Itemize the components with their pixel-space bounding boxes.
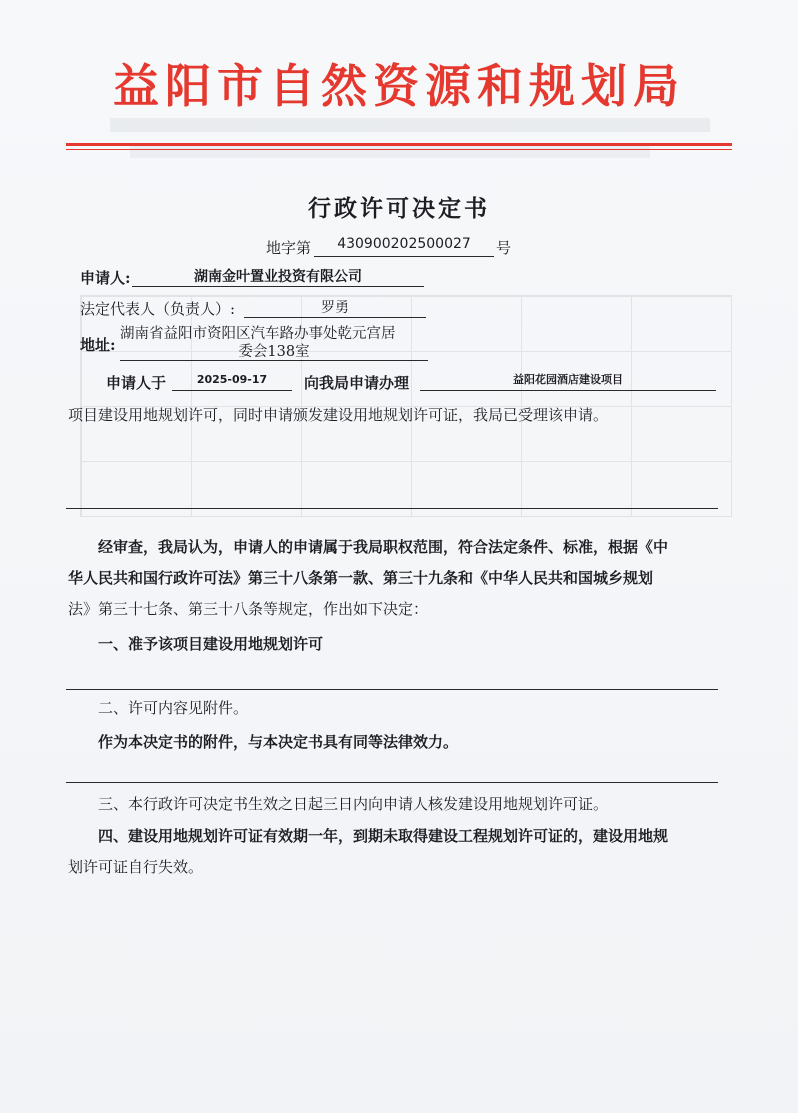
bleed-through-text [110,118,710,132]
blank-rule [66,782,718,783]
issuing-authority-title: 益阳市自然资源和规划局 [113,59,685,113]
decision-3: 三、本行政许可决定书生效之日起三日内向申请人核发建设用地规划许可证。 [98,795,609,813]
review-line-2: 华人民共和国行政许可法》第三十八条第一款、第三十九条和《中华人民共和国城乡规划 [68,569,654,587]
address-line-2: 委会138室 [120,340,428,361]
blank-rule [66,689,718,690]
address-line-1: 湖南省益阳市资阳区汽车路办事处乾元宫居 [120,326,396,342]
project-name: 益阳花园酒店建设项目 [420,370,716,391]
legal-rep-name: 罗勇 [244,297,426,318]
review-line-3: 法》第三十七条、第三十八条等规定，作出如下决定： [68,600,429,618]
applicant-label: 申请人: [80,269,131,287]
legal-rep-label: 法定代表人（负责人）: [80,300,236,318]
application-middle: 向我局申请办理 [304,374,410,392]
application-continuation: 项目建设用地规划许可，同时申请颁发建设用地规划许可证，我局已受理该申请。 [68,406,609,424]
decision-4-line-2: 划许可证自行失效。 [68,858,204,876]
red-header-rule [66,143,732,146]
bleed-through-text [130,146,650,158]
red-header-rule-thin [66,149,732,150]
review-line-1: 经审查，我局认为，申请人的申请属于我局职权范围，符合法定条件、标准，根据《中 [98,538,669,556]
doc-number-suffix: 号 [496,239,512,257]
doc-number-prefix: 地字第 [266,239,312,257]
decision-1: 一、准予该项目建设用地规划许可 [98,635,324,653]
decision-2-note: 作为本决定书的附件，与本决定书具有同等法律效力。 [98,733,459,751]
address-label: 地址: [80,336,116,354]
decision-2: 二、许可内容见附件。 [98,699,249,717]
application-lead: 申请人于 [106,374,167,392]
doc-number: 430900202500027 [314,236,494,257]
document-title: 行政许可决定书 [308,195,490,222]
applicant-name: 湖南金叶置业投资有限公司 [132,266,424,287]
application-date: 2025-09-17 [172,370,292,391]
decision-4-line-1: 四、建设用地规划许可证有效期一年，到期未取得建设工程规划许可证的，建设用地规 [98,827,669,845]
blank-rule [66,508,718,509]
